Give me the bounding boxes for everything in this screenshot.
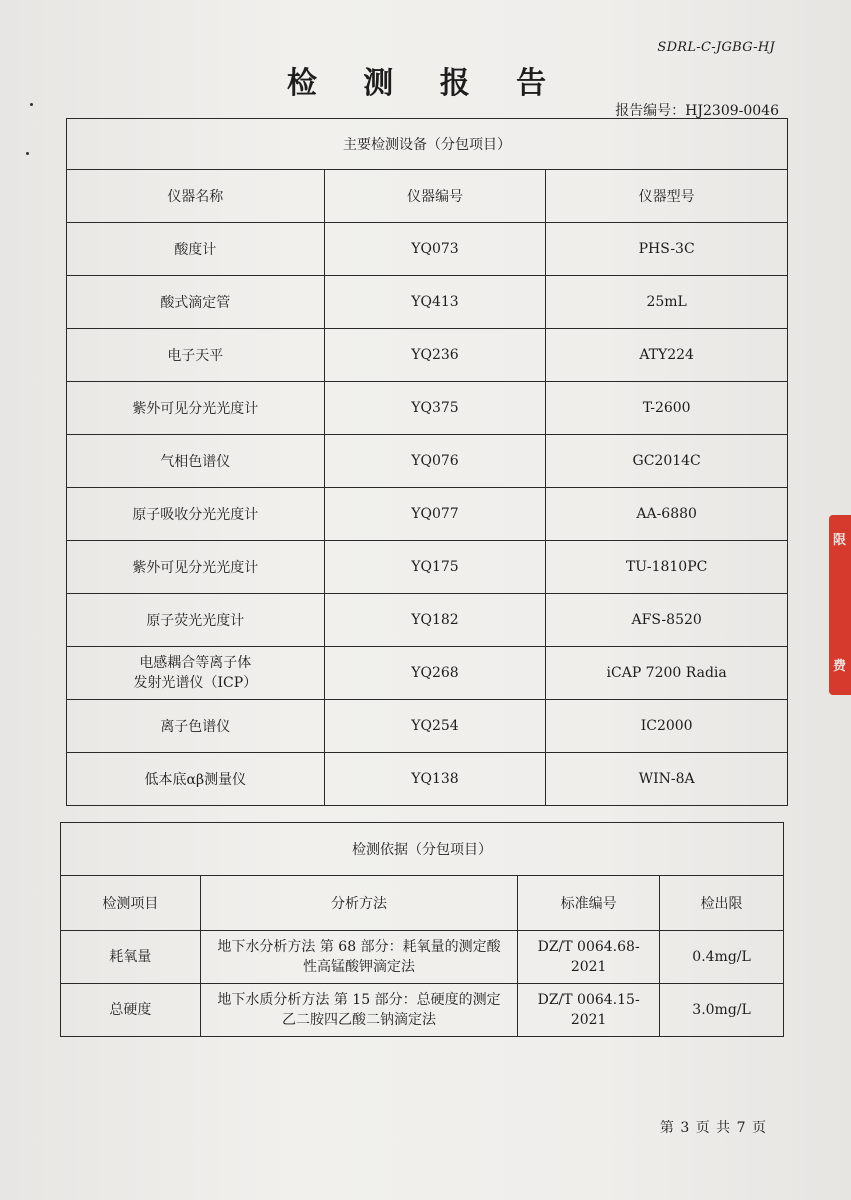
instrument-code: YQ076 bbox=[324, 435, 546, 488]
table-row bbox=[61, 984, 784, 1037]
equipment-caption: 主要检测设备（分包项目） bbox=[67, 119, 788, 170]
instrument-code: YQ268 bbox=[324, 647, 546, 700]
red-seal-stamp bbox=[829, 515, 851, 695]
stamp-char: 费 bbox=[833, 659, 847, 674]
table-row bbox=[61, 931, 784, 984]
instrument-code: YQ073 bbox=[324, 223, 546, 276]
instrument-code: YQ138 bbox=[324, 753, 546, 806]
table-row bbox=[67, 541, 788, 594]
table-row bbox=[67, 223, 788, 276]
table-row bbox=[67, 647, 788, 700]
table-row bbox=[67, 435, 788, 488]
scan-speck bbox=[26, 152, 29, 155]
test-item: 总硬度 bbox=[61, 984, 201, 1037]
analysis-method-line2: 乙二胺四乙酸二钠滴定法 bbox=[281, 1012, 436, 1028]
table-row bbox=[67, 594, 788, 647]
instrument-name: 原子吸收分光光度计 bbox=[67, 488, 325, 541]
table-row bbox=[67, 382, 788, 435]
column-header: 标准编号 bbox=[518, 876, 660, 931]
table-row bbox=[67, 276, 788, 329]
table-header-row bbox=[67, 170, 788, 223]
table-header-row bbox=[61, 876, 784, 931]
analysis-method-line2: 性高锰酸钾滴定法 bbox=[302, 959, 415, 975]
instrument-name-line2: 发射光谱仪（ICP） bbox=[133, 675, 258, 691]
page-title: 检 测 报 告 bbox=[286, 66, 565, 101]
column-header: 仪器编号 bbox=[324, 170, 546, 223]
column-header: 检出限 bbox=[660, 876, 784, 931]
test-basis-table bbox=[60, 822, 784, 1037]
document-code: SDRL-C-JGBG-HJ bbox=[657, 40, 775, 55]
column-header: 分析方法 bbox=[200, 876, 517, 931]
instrument-model: AFS-8520 bbox=[546, 594, 788, 647]
column-header: 仪器名称 bbox=[67, 170, 325, 223]
column-header: 检测项目 bbox=[61, 876, 201, 931]
scan-speck bbox=[30, 103, 33, 106]
stamp-char: 限 bbox=[833, 533, 847, 548]
page-counter: 第 3 页 共 7 页 bbox=[659, 1120, 767, 1136]
equipment-table bbox=[66, 118, 788, 806]
instrument-model: PHS-3C bbox=[546, 223, 788, 276]
table-row bbox=[67, 700, 788, 753]
instrument-name: 离子色谱仪 bbox=[67, 700, 325, 753]
instrument-code: YQ413 bbox=[324, 276, 546, 329]
detection-limit: 0.4mg/L bbox=[660, 931, 784, 984]
basis-caption: 检测依据（分包项目） bbox=[61, 823, 784, 876]
instrument-model: AA-6880 bbox=[546, 488, 788, 541]
instrument-model: iCAP 7200 Radia bbox=[546, 647, 788, 700]
standard-number: DZ/T 0064.15-2021 bbox=[518, 984, 660, 1037]
analysis-method-line1: 地下水分析方法 第 68 部分：耗氧量的测定酸 bbox=[217, 939, 501, 955]
analysis-method bbox=[200, 931, 517, 984]
table-caption-row bbox=[67, 119, 788, 170]
table-row bbox=[67, 753, 788, 806]
instrument-name bbox=[67, 647, 325, 700]
instrument-name: 低本底αβ测量仪 bbox=[67, 753, 325, 806]
table-caption-row bbox=[61, 823, 784, 876]
instrument-name: 酸式滴定管 bbox=[67, 276, 325, 329]
instrument-model: IC2000 bbox=[546, 700, 788, 753]
instrument-model: WIN-8A bbox=[546, 753, 788, 806]
instrument-code: YQ175 bbox=[324, 541, 546, 594]
instrument-name: 紫外可见分光光度计 bbox=[67, 541, 325, 594]
detection-limit: 3.0mg/L bbox=[660, 984, 784, 1037]
instrument-code: YQ254 bbox=[324, 700, 546, 753]
table-row bbox=[67, 329, 788, 382]
instrument-model: GC2014C bbox=[546, 435, 788, 488]
instrument-model: 25mL bbox=[546, 276, 788, 329]
instrument-code: YQ375 bbox=[324, 382, 546, 435]
standard-number: DZ/T 0064.68-2021 bbox=[518, 931, 660, 984]
table-row bbox=[67, 488, 788, 541]
instrument-model: ATY224 bbox=[546, 329, 788, 382]
instrument-model: T-2600 bbox=[546, 382, 788, 435]
instrument-name: 紫外可见分光光度计 bbox=[67, 382, 325, 435]
instrument-name-line1: 电感耦合等离子体 bbox=[139, 655, 252, 671]
test-item: 耗氧量 bbox=[61, 931, 201, 984]
instrument-model: TU-1810PC bbox=[546, 541, 788, 594]
instrument-code: YQ077 bbox=[324, 488, 546, 541]
instrument-code: YQ236 bbox=[324, 329, 546, 382]
instrument-name: 原子荧光光度计 bbox=[67, 594, 325, 647]
analysis-method bbox=[200, 984, 517, 1037]
instrument-name: 电子天平 bbox=[67, 329, 325, 382]
instrument-name: 气相色谱仪 bbox=[67, 435, 325, 488]
instrument-code: YQ182 bbox=[324, 594, 546, 647]
instrument-name: 酸度计 bbox=[67, 223, 325, 276]
column-header: 仪器型号 bbox=[546, 170, 788, 223]
analysis-method-line1: 地下水质分析方法 第 15 部分：总硬度的测定 bbox=[217, 992, 501, 1008]
report-number: 报告编号：HJ2309-0046 bbox=[615, 103, 779, 119]
